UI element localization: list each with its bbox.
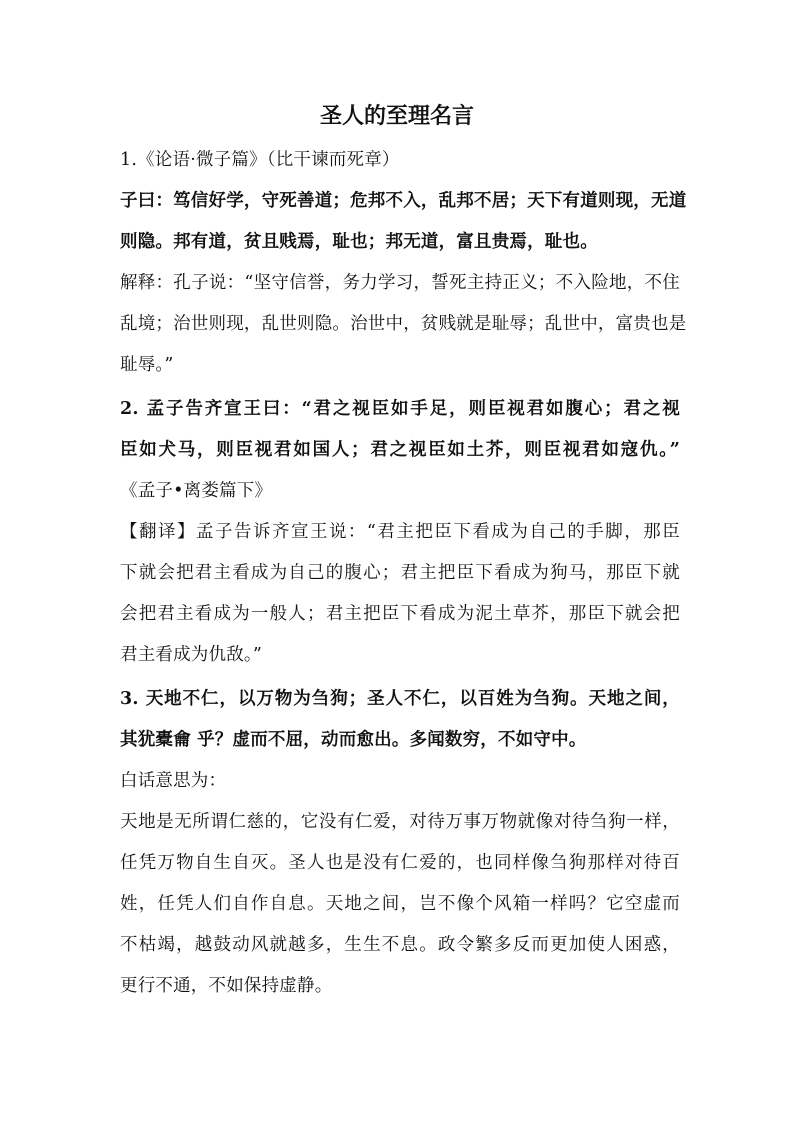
section-2-translation-line-2: 下就会把君主看成为自己的腹心；君主把臣下看成为狗马，那臣下就 bbox=[120, 563, 680, 583]
section-3-vernacular-label: 白话意思为： bbox=[120, 771, 227, 791]
section-3-vernacular-line-3: 姓，任凭人们自作自息。天地之间，岂不像个风箱一样吗？它空虚而 bbox=[120, 894, 680, 914]
section-3-vernacular-line-4: 不枯竭，越鼓动风就越多，生生不息。政令繁多反而更加使人困惑， bbox=[120, 935, 680, 955]
section-1-quote-line-1: 子曰：笃信好学，守死善道；危邦不入，乱邦不居；天下有道则现，无道 bbox=[120, 191, 687, 211]
section-1-explanation-line-3: 耻辱。” bbox=[120, 355, 174, 375]
section-2-translation-line-4: 君主看成为仇敌。” bbox=[120, 645, 262, 665]
section-3-vernacular-line-2: 任凭万物自生自灭。圣人也是没有仁爱的，也同样像刍狗那样对待百 bbox=[120, 853, 680, 873]
section-3-quote-line-1: 3. 天地不仁，以万物为刍狗；圣人不仁，以百姓为刍狗。天地之间， bbox=[120, 689, 680, 709]
section-3-vernacular-line-1: 天地是无所谓仁慈的，它没有仁爱，对待万事万物就像对待刍狗一样， bbox=[120, 812, 680, 832]
document-title: 圣人的至理名言 bbox=[319, 103, 474, 129]
section-2-quote-line-2: 臣如犬马，则臣视君如国人；君之视臣如土芥，则臣视君如寇仇。” bbox=[120, 440, 680, 460]
section-2-translation-line-1: 【翻译】孟子告诉齐宣王说：“君主把臣下看成为自己的手脚，那臣 bbox=[120, 522, 680, 542]
section-2-quote-line-1: 2. 孟子告齐宣王曰：“君之视臣如手足，则臣视君如腹心；君之视 bbox=[120, 399, 680, 419]
section-3-quote-line-2: 其犹橐龠 乎？虚而不屈，动而愈出。多闻数穷，不如守中。 bbox=[120, 730, 587, 750]
section-1-heading: 1.《论语·微子篇》（比干谏而死章） bbox=[120, 150, 400, 170]
section-3-vernacular-line-5: 更行不通，不如保持虚静。 bbox=[120, 976, 333, 996]
section-1-explanation-line-1: 解释：孔子说：“坚守信誉，务力学习，誓死主持正义；不入险地，不住 bbox=[120, 273, 680, 293]
section-2-translation-line-3: 会把君主看成为一般人；君主把臣下看成为泥土草芥，那臣下就会把 bbox=[120, 604, 680, 624]
section-2-source: 《孟子•离娄篇下》 bbox=[120, 481, 273, 501]
section-1-explanation-line-2: 乱境；治世则现，乱世则隐。治世中，贫贱就是耻辱；乱世中，富贵也是 bbox=[120, 314, 687, 334]
section-1-quote-line-2: 则隐。邦有道，贫且贱焉，耻也；邦无道，富且贵焉，耻也。 bbox=[120, 232, 598, 252]
